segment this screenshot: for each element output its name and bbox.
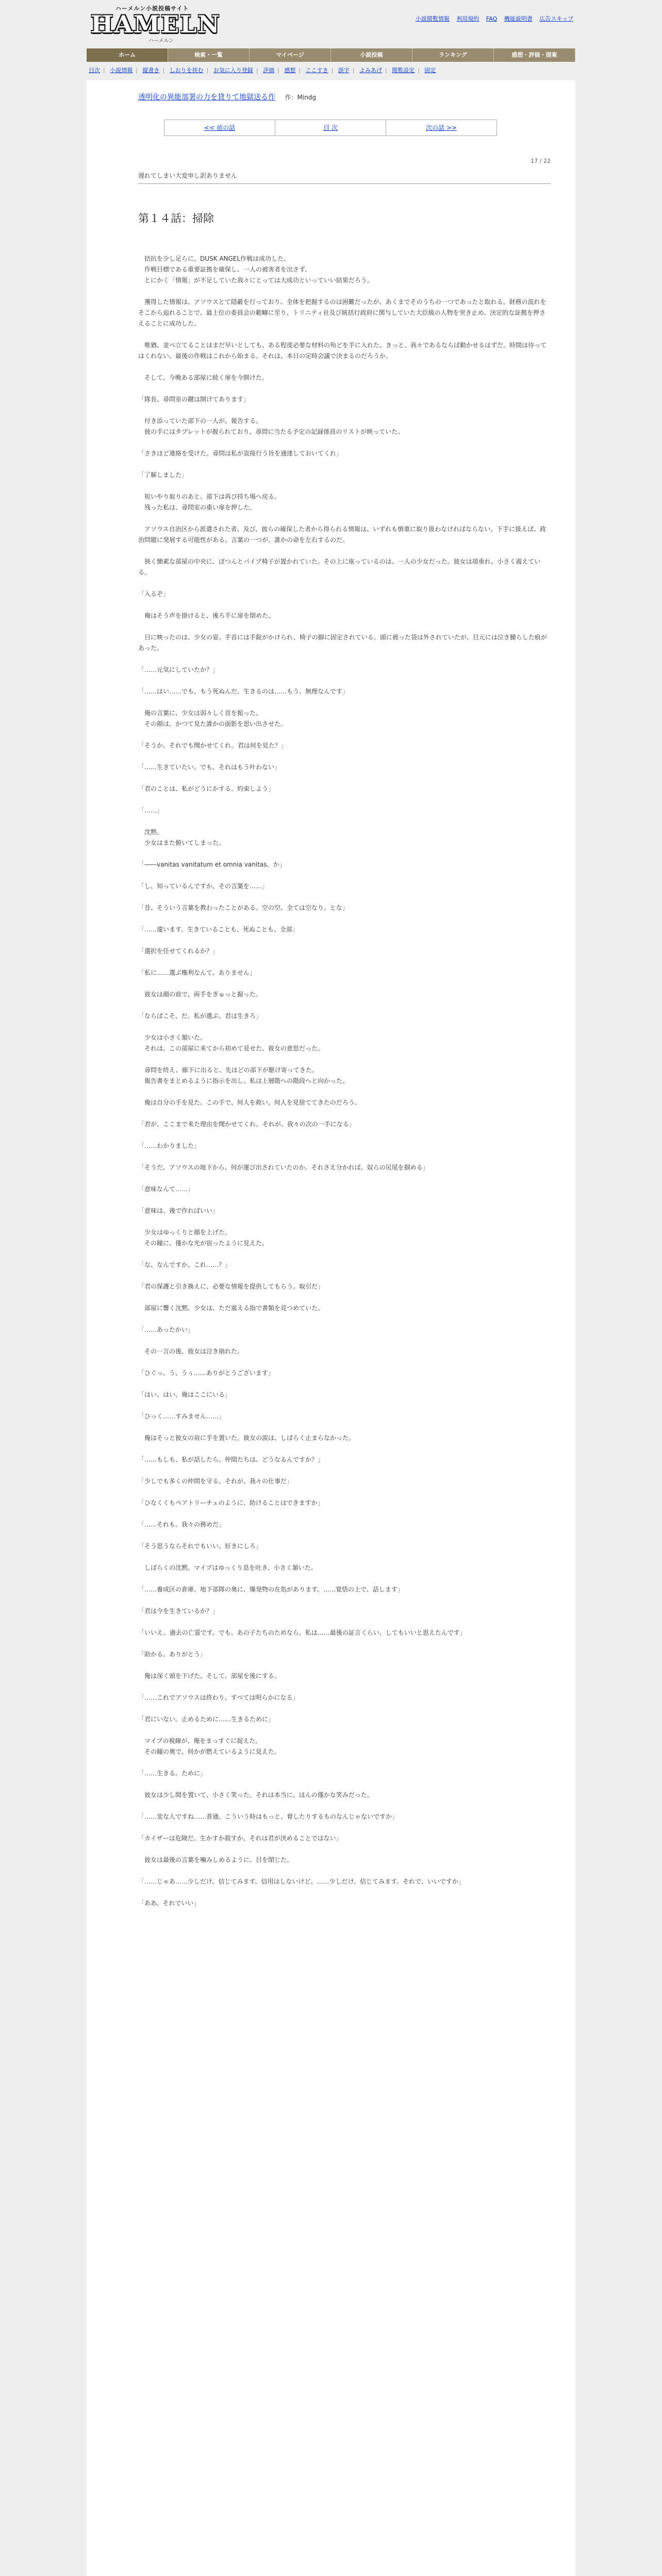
header-link-ad-skip[interactable]: 広告スキップ xyxy=(539,15,573,22)
novel-title-link[interactable]: 透明化の異能部署の力を貸りて地獄送る作 xyxy=(138,93,275,101)
body-paragraph: 「入るぞ」 xyxy=(138,590,170,598)
body-paragraph: 「そうだ。アソウスの地下から、何が運び出されていたのか。それさえ分かれば、奴らの尻尾を掴める」 xyxy=(138,1164,429,1171)
body-paragraph: 「さきほど連絡を受けた。尋問は私が直接行う旨を通達しておいてくれ」 xyxy=(138,450,343,457)
body-paragraph: 「そうか。それでも聞かせてくれ。君は何を見た？」 xyxy=(138,742,287,749)
chapter-body xyxy=(138,253,551,1920)
body-paragraph: 短いやり取りのあと、部下は再び持ち場へ戻る。 残った私は、尋問室の重い扉を押した。 xyxy=(138,493,281,511)
chapter-title: 第１４話：掃除 xyxy=(138,212,214,225)
subnav-bookmark[interactable]: しおりを挟む xyxy=(169,67,204,74)
subnav-vertical[interactable]: 縦書き xyxy=(142,67,160,74)
body-paragraph: 「……変な人ですね……普通、こういう時はもっと、脅したりするものなんじゃないですか」 xyxy=(138,1813,399,1820)
body-paragraph: 俺はそう声を掛けると、後ろ手に扉を閉めた。 xyxy=(138,612,275,619)
nav-ranking[interactable]: ランキング xyxy=(412,48,494,62)
chapter-foreword: 遅れてしまい大変申し訳ありません xyxy=(138,172,238,179)
body-paragraph: 「そう思うならそれでもいい。好きにしろ」 xyxy=(138,1543,262,1550)
chapter-nav xyxy=(164,120,497,136)
body-paragraph: その一言の後、彼女は泣き崩れた。 xyxy=(138,1348,244,1355)
body-paragraph: 「……元気にしていたか？」 xyxy=(138,666,219,673)
body-paragraph: 俺はそっと彼女の肩に手を置いた。彼女の涙は、しばらく止まらなかった。 xyxy=(138,1434,355,1442)
body-paragraph: 部屋に響く沈黙。少女は、ただ震える指で書類を見つめていた。 xyxy=(138,1304,324,1312)
subnav-rate[interactable]: 評価 xyxy=(263,67,275,74)
body-paragraph: 彼女は顔の前で、両手をぎゅっと握った。 xyxy=(138,991,262,998)
subnav-view-settings[interactable]: 閲覧設定 xyxy=(392,67,415,74)
body-paragraph: 少女はゆっくりと顔を上げた。 その瞳に、僅かな光が宿ったように見えた。 xyxy=(138,1229,269,1247)
body-paragraph: 「ひっく……すみません……」 xyxy=(138,1413,225,1420)
subnav-typo[interactable]: 誤字 xyxy=(338,67,350,74)
logo-subtext: ハーメルン xyxy=(148,38,174,44)
body-paragraph: 「……じゃあ……少しだけ、信じてみます。信用はしないけど、……少しだけ、信じてみます。それで、いいですか」 xyxy=(138,1878,465,1885)
subnav-fixed[interactable]: 固定 xyxy=(424,67,436,74)
body-paragraph: 少女は小さく頷いた。 それは、この部屋に来てから初めて見せた、彼女の意思だった。 xyxy=(138,1034,324,1052)
body-paragraph: 「ひぐっ、う、うぅ……ありがとうございます」 xyxy=(138,1369,274,1377)
body-paragraph: 「昔、そういう言葉を教わったことがある。空の空、全ては空なり、とな」 xyxy=(138,904,349,911)
nav-home[interactable]: ホーム xyxy=(87,48,168,62)
body-paragraph: 「隊長、尋問室の鍵は開けてあります」 xyxy=(138,396,250,403)
body-paragraph: 「……生きていたい。でも、それはもう叶わない」 xyxy=(138,764,281,771)
chapter-page-number: 17 / 22 xyxy=(531,158,551,164)
body-paragraph: 「君が、ここまで来た理由を聞かせてくれ。それが、我々の次の一手になる」 xyxy=(138,1121,355,1128)
body-paragraph: しばらくの沈黙。マイプはゆっくり息を吐き、小さく頷いた。 xyxy=(138,1564,317,1571)
body-paragraph: 目に映ったのは、少女の姿。手首には手錠がかけられ、椅子の脚に固定されている。頭に被った袋は外されていたが、目元には泣き腫らした痕があった。 xyxy=(138,634,547,652)
toc-button[interactable]: 目 次 xyxy=(275,120,386,135)
subnav-toc[interactable]: 目次 xyxy=(89,67,100,74)
body-paragraph: 「君にいない。止めるために……生きるために」 xyxy=(138,1716,275,1723)
body-paragraph: 「……はい……でも、もう死ぬんだ。生きるのは……もう、無理なんです」 xyxy=(138,688,349,695)
body-paragraph: 「はい、はい、俺はここにいる」 xyxy=(138,1391,231,1398)
body-paragraph: 「……わかりました」 xyxy=(138,1142,201,1149)
body-paragraph: 「……」 xyxy=(138,807,163,814)
body-paragraph: 尋問を終え、廊下に出ると、先ほどの部下が駆け寄ってきた。 報告書をまとめるように指示を出し、私は上層階への階段へと向かった。 xyxy=(138,1066,349,1084)
subnav-read-aloud[interactable]: よみあげ xyxy=(359,67,382,74)
body-paragraph: 「ああ。それでいい」 xyxy=(138,1900,200,1907)
body-paragraph: 「……これでアソウスは終わり、すべては明らかになる」 xyxy=(138,1694,299,1701)
main-nav xyxy=(87,48,575,62)
body-paragraph: アソウス自治区から派遣された者、及び、彼らの確保した者から得られる情報は、いずれも慎重に取り扱わなければならない。下手に扱えば、政治問題に発展する可能性がある。言葉の一つが、誰かの命を左右するのだ。 xyxy=(138,526,547,544)
body-paragraph: 狭く簡素な部屋の中央に、ぽつんとパイプ椅子が置かれていた。その上に座っているのは、一人の少女だった。彼女は項垂れ、小さく震えている。 xyxy=(138,558,541,576)
body-paragraph: 「カイザーは危険だ。生かすか殺すか、それは君が決めることではない」 xyxy=(138,1835,342,1842)
body-paragraph: 「助かる。ありがとう」 xyxy=(138,1651,207,1658)
header-link-info[interactable]: 小説閲覧情報 xyxy=(415,15,450,22)
next-chapter-button[interactable]: 次の話 >> xyxy=(426,124,457,131)
novel-title-row xyxy=(138,92,530,102)
body-paragraph: 「な、なんですか、これ……？」 xyxy=(138,1261,231,1268)
header-link-terms[interactable]: 利用規約 xyxy=(456,15,479,22)
body-paragraph: 「ならばこそ、だ。私が選ぶ。君は生きろ」 xyxy=(138,1012,262,1020)
subnav-favorite[interactable]: お気に入り登録 xyxy=(213,67,253,74)
body-paragraph: 「私に……選ぶ権利なんて、ありません」 xyxy=(138,969,256,976)
nav-post[interactable]: 小説投稿 xyxy=(331,48,412,62)
body-paragraph: 獲得した情報は、アソウスとて隠蔽を行っており、全体を把握するのは困難だったが、あくまでそのうちの一つであったと取れる。財務の流れをそこから辿れることで、最上位の委員会の範疇に至り、トリニティ社及び統括行政府に関与していた大臣級の人物を突き止め、決定的な証拠を押さえることに成功した。 xyxy=(138,298,547,327)
body-paragraph: 俺は深く頭を下げた。そして、部屋を後にする。 xyxy=(138,1672,280,1680)
header-link-manual[interactable]: 機能説明書 xyxy=(504,15,533,22)
subnav-novel-info[interactable]: 小説情報 xyxy=(110,67,133,74)
header-links xyxy=(410,14,573,23)
body-paragraph: そして、今晩ある部屋に続く扉を今開けた。 xyxy=(138,374,268,381)
body-paragraph: 「選択を任せてくれるか？」 xyxy=(138,947,219,955)
novel-author: 作：Mindg xyxy=(285,94,316,101)
subnav-review[interactable]: 感想 xyxy=(284,67,296,74)
body-paragraph: 彼女は少し間を置いて、小さく笑った。それは本当に、ほんの僅かな笑みだった。 xyxy=(138,1791,373,1799)
body-paragraph: 「君の保護と引き換えに、必要な情報を提供してもらう。取引だ」 xyxy=(138,1283,324,1290)
nav-mypage[interactable]: マイページ xyxy=(250,48,331,62)
subnav-like[interactable]: ここすき xyxy=(305,67,328,74)
logo-tagline: ハーメルン小説投稿サイト xyxy=(115,5,189,12)
body-paragraph: 「君は今を生きているか？」 xyxy=(138,1607,219,1615)
body-paragraph: 拮抗を少し足らに、DUSK ANGEL作戦は成功した。 作戦目標である重要証拠を確保し、一人の被害者を出さず、 とにかく「情報」が不足していた我々にとっては大成功といっていい結果だろう。 xyxy=(138,255,373,284)
body-paragraph: マイプの視線が、俺をまっすぐに捉えた。 その瞳の奥で、何かが燃えているように見えた。 xyxy=(138,1737,280,1755)
body-paragraph: 沈黙。 少女はまた俯いてしまった。 xyxy=(138,828,225,846)
body-paragraph: 「ひなくくもペアトリーチェのように、助けることはできますか」 xyxy=(138,1499,324,1506)
body-paragraph: 俺は自分の手を見た。この手で、何人を救い、何人を見捨ててきたのだろう。 xyxy=(138,1099,361,1106)
body-paragraph: 「いいえ。過去の亡霊です。でも、あの子たちのためなら、私は……最後の証言くらい、してもいいと思えたんです」 xyxy=(138,1629,466,1636)
body-paragraph: 彼女は最後の言葉を噛みしめるように、目を閉じた。 xyxy=(138,1856,293,1863)
body-paragraph: 「少しでも多くの仲間を守る。それが、我々の仕事だ」 xyxy=(138,1478,293,1485)
novel-subnav: 目次 | 小説情報 | 縦書き | しおりを挟む | お気に入り登録 | 評価 | 感想 | ここすき | 誤字 | よみあげ | 閲覧設定 | 固定 xyxy=(89,67,436,74)
body-paragraph: 「……あったかい」 xyxy=(138,1326,194,1333)
body-paragraph: 付き添っていた部下の一人が、報告する。 彼の手にはタブレットが握られており、尋問に当たる予定の記録係員のリストが映っていた。 xyxy=(138,417,404,435)
body-paragraph: 「……もしも、私が話したら、仲間たちは、どうなるんですか？」 xyxy=(138,1456,324,1463)
divider xyxy=(138,183,551,184)
body-paragraph: 「了解しました」 xyxy=(138,471,188,479)
body-paragraph: 「意味は、後で作ればいい」 xyxy=(138,1207,219,1214)
prev-chapter-button[interactable]: << 前の話 xyxy=(164,120,275,135)
logo-text: HAMELN xyxy=(91,10,221,38)
body-paragraph: 俺の言葉に、少女は弱々しく首を振った。 その顔は、かつて見た誰かの面影を思い出させた。 xyxy=(138,709,287,727)
nav-feedback[interactable]: 感想・評価・提案 xyxy=(494,48,575,62)
body-paragraph: 「……養成区の倉庫、地下部隊の奥に、爆発物の在処があります。……覚悟の上で、話します」 xyxy=(138,1586,404,1593)
body-paragraph: 「君のことは、私がどうにかする。約束しよう」 xyxy=(138,785,275,792)
body-paragraph: 唯猶、並べ立てることはまだ早いとしても、ある程度必要な材料の殆どを手に入れた。きっと、我々であるならば動かせるはずだ。時間は待ってはくれない。最後の作戦はこれから始まる。それは、本日の定時会議で決まるのだろうか。 xyxy=(138,342,547,360)
site-header xyxy=(87,0,575,46)
body-paragraph: 「――vanitas vanitatum et omnia vanitas。か」 xyxy=(138,861,286,868)
header-link-faq[interactable]: FAQ xyxy=(486,15,498,22)
body-paragraph: 「し、知っているんですか、その言葉を……」 xyxy=(138,883,269,890)
body-paragraph: 「……生きる。ために」 xyxy=(138,1770,207,1777)
body-paragraph: 「……それも、我々の務めだ」 xyxy=(138,1521,225,1528)
nav-search[interactable]: 検索・一覧 xyxy=(168,48,250,62)
site-logo[interactable] xyxy=(87,4,221,45)
body-paragraph: 「意味なんて……」 xyxy=(138,1185,194,1193)
reader-panel xyxy=(87,80,575,2576)
body-paragraph: 「……違います。生きていることも、死ぬことも、全部」 xyxy=(138,926,299,933)
